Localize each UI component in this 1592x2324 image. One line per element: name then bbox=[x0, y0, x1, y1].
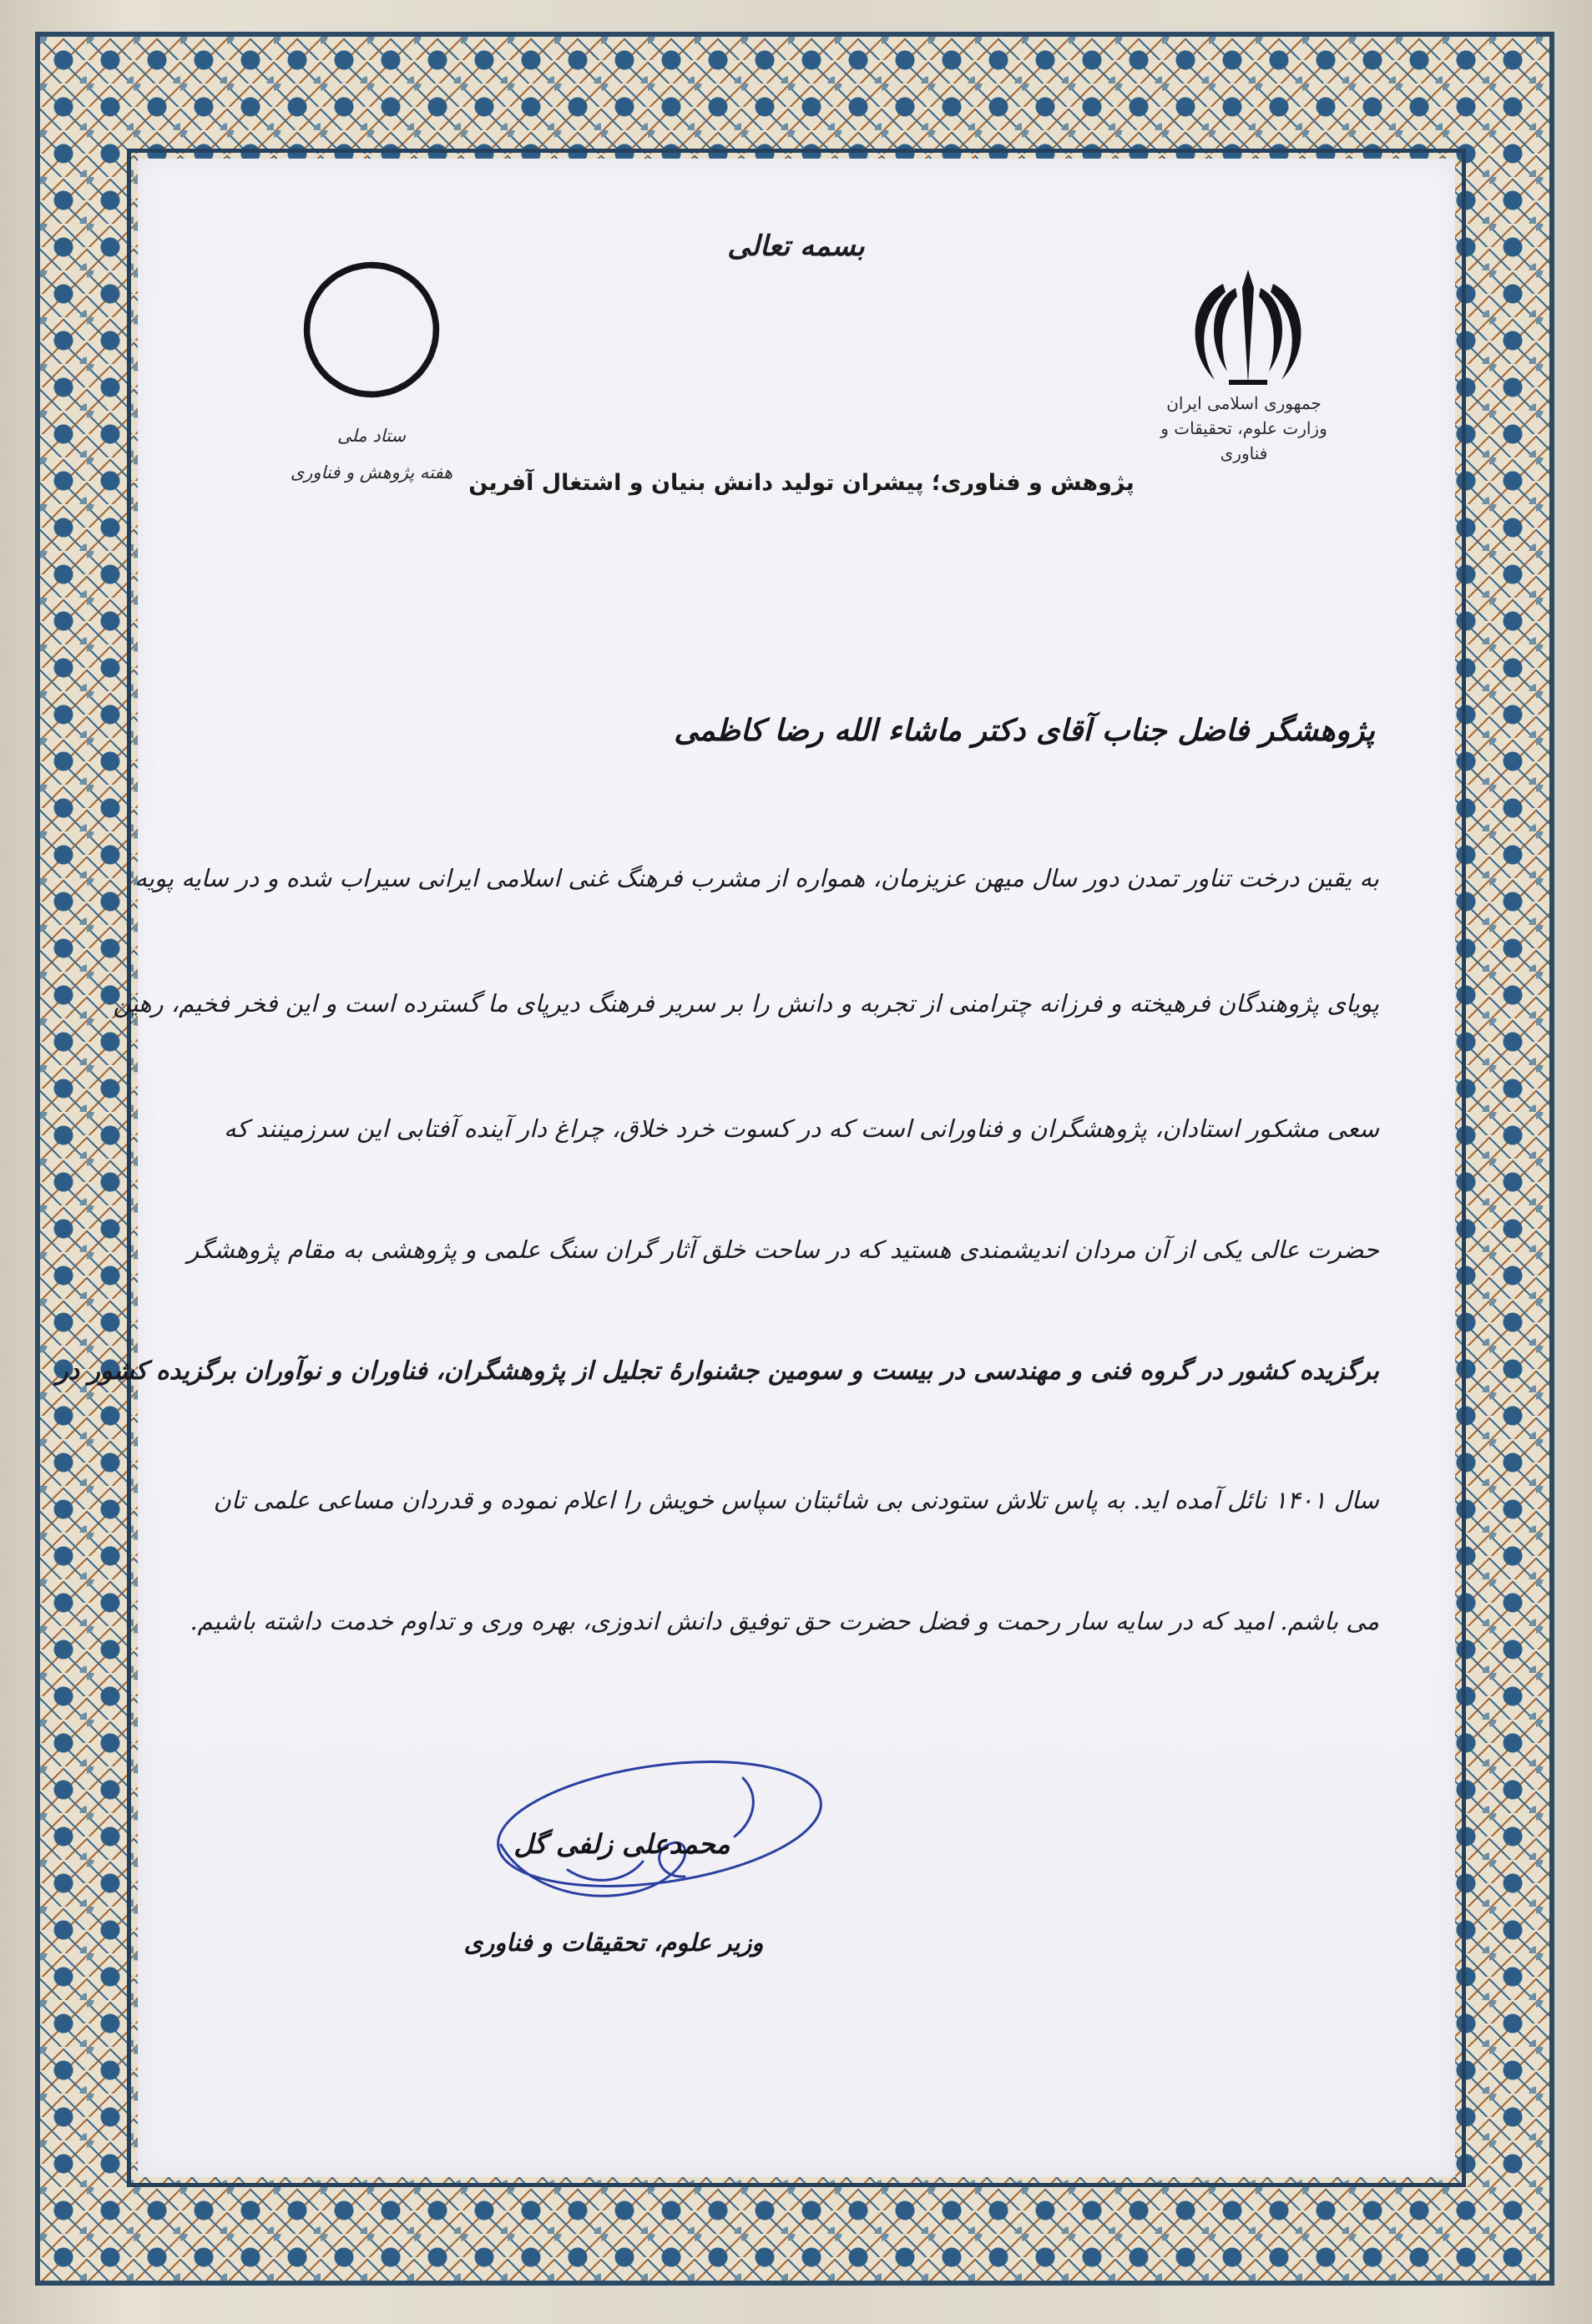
letter-line: سعی مشکور استادان، پژوهشگران و فناورانی است که در کسوت خرد خلاق، چراغ دار آینده آفتابی این سرزمینند که bbox=[224, 1114, 1379, 1143]
letter-line: برگزیده کشور در گروه فنی و مهندسی در بیست و سومین جشنوارهٔ تجلیل از پژوهشگران، فناوران و نوآوران برگزیده کشور در bbox=[56, 1357, 1379, 1386]
letter-line: می باشم. امید که در سایه سار رحمت و فضل حضرت حق توفیق دانش اندوزی، بهره وری و تداوم خدمت داشته باشیم. bbox=[190, 1607, 1379, 1635]
recipient-line: پژوهشگر فاضل جناب آقای دکتر ماشاء الله رضا کاظمی bbox=[674, 713, 1375, 748]
basmala-heading: بسمه تعالی bbox=[727, 230, 865, 263]
science-caption-line1: ستاد ملی bbox=[336, 426, 407, 446]
iran-caption-line2: وزارت علوم، تحقیقات و فناوری bbox=[1160, 418, 1327, 463]
letter-line: پویای پژوهندگان فرهیخته و فرزانه چترامنی از تجربه و دانش را بر سریر فرهنگ دیرپای ما گسترده است و این فخر فخیم، رهین bbox=[113, 989, 1379, 1018]
letter-line: به یقین درخت تناور تمدن دور سال میهن عزیزمان، همواره از مشرب فرهنگ غنی اسلامی ایرانی سیراب شده و در سایه پویه bbox=[134, 864, 1379, 892]
letter-line: سال ۱۴۰۱ نائل آمده اید. به پاس تلاش ستودنی بی شائبتان سپاس خویش را اعلام نموده و قدردان مساعی علمی تان bbox=[213, 1486, 1379, 1514]
iran-caption-line1: جمهوری اسلامی ایران bbox=[1166, 393, 1322, 413]
slogan-heading: پژوهش و فناوری؛ پیشران تولید دانش بنیان و اشتغال آفرین bbox=[468, 470, 1135, 496]
iran-emblem-caption bbox=[1144, 391, 1344, 466]
letter-line: حضرت عالی یکی از آن مردان اندیشمندی هستید که در ساحت خلق آثار گران سنگ علمی و پژوهشی به مقام پژوهشگر bbox=[187, 1235, 1379, 1264]
research-week-logo-icon bbox=[292, 250, 451, 409]
signer-title: وزیر علوم، تحقیقات و فناوری bbox=[463, 1928, 764, 1957]
signer-name: محمدعلی زلفی گل bbox=[513, 1828, 730, 1860]
research-week-caption bbox=[275, 417, 467, 491]
science-caption-line2: هفته پژوهش و فناوری bbox=[290, 462, 453, 482]
iran-emblem-icon bbox=[1177, 263, 1319, 397]
